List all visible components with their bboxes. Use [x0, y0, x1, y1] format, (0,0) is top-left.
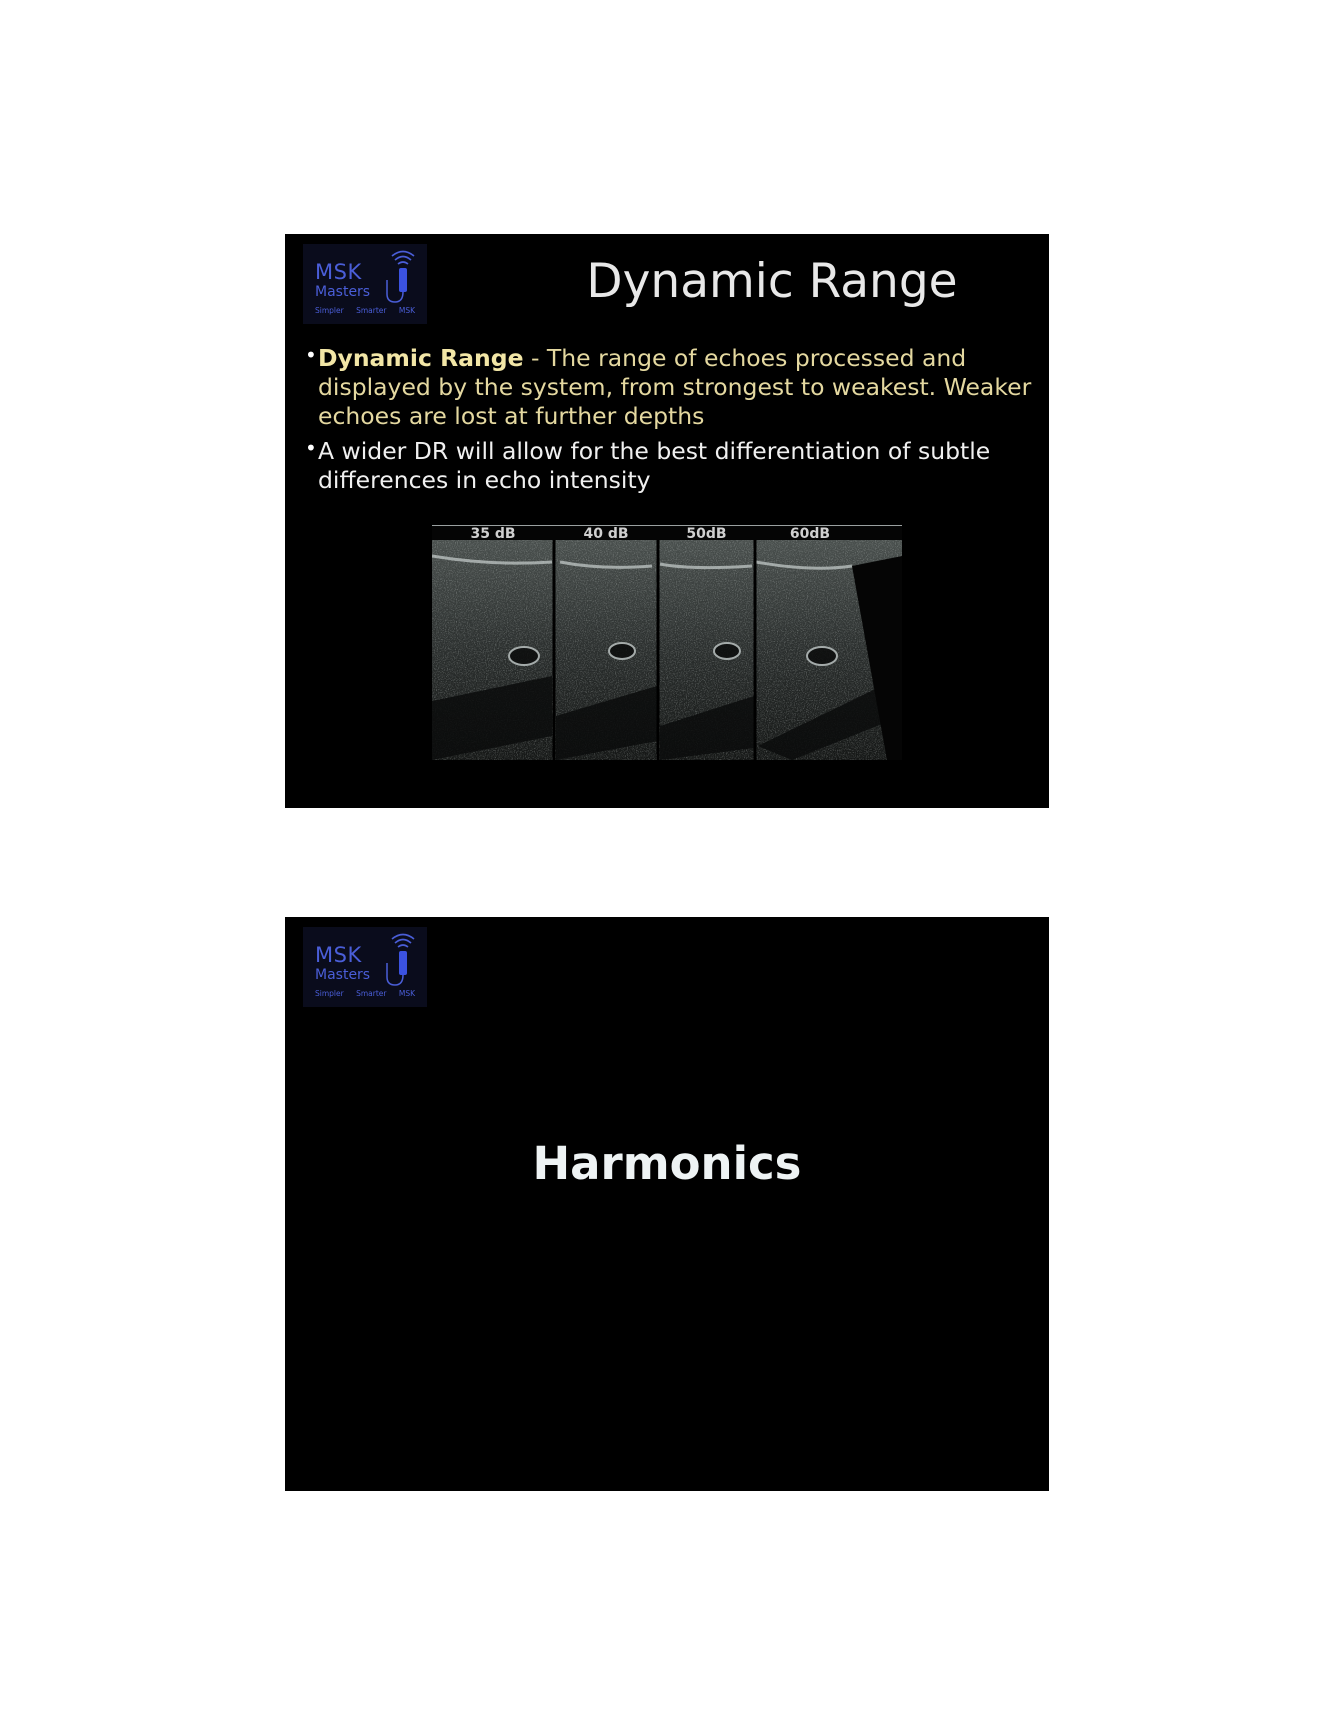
- ultrasound-probe-icon: [373, 933, 421, 991]
- slide-dynamic-range: [285, 234, 1049, 808]
- slide-harmonics: [285, 917, 1049, 1491]
- bullet-icon: •: [305, 436, 317, 460]
- ultrasound-panel-35db: [432, 526, 554, 760]
- bullet-icon: •: [305, 343, 317, 367]
- panel-label: 40 dB: [583, 526, 629, 542]
- bullet-term: Dynamic Range: [318, 344, 524, 372]
- ultrasound-panel-50db: [658, 526, 755, 760]
- ultrasound-probe-icon: [373, 250, 421, 308]
- panel-label: 50dB: [686, 526, 727, 542]
- ultrasound-comparison-image: [432, 525, 902, 760]
- ultrasound-panel-40db: [554, 526, 658, 760]
- logo-msk-text: MSK: [315, 260, 362, 284]
- bullet-list: [305, 343, 1043, 501]
- logo-msk-text: MSK: [315, 943, 362, 967]
- bullet-definition: - The range of echoes processed and displayed by the system, from strongest to weakest. Weaker echoes are lost at further depths: [318, 344, 1032, 430]
- logo-masters-text: Masters: [315, 967, 371, 983]
- logo-masters-text: Masters: [315, 284, 371, 300]
- msk-masters-logo: [303, 927, 427, 1007]
- bullet-item-wider-dr: [305, 436, 1043, 495]
- section-title: Harmonics: [532, 1137, 802, 1190]
- logo-tagline: Simpler Smarter MSK: [315, 306, 415, 315]
- msk-masters-logo: [303, 244, 427, 324]
- panel-label: 35 dB: [470, 526, 516, 542]
- bullet-text: A wider DR will allow for the best differentiation of subtle differences in echo intensity: [318, 437, 991, 494]
- logo-tagline: Simpler Smarter MSK: [315, 989, 415, 998]
- slide-title: Dynamic Range: [586, 254, 958, 309]
- panel-label: 60dB: [789, 526, 831, 542]
- bullet-item-definition: [305, 343, 1043, 431]
- ultrasound-panel-60db: [755, 526, 865, 760]
